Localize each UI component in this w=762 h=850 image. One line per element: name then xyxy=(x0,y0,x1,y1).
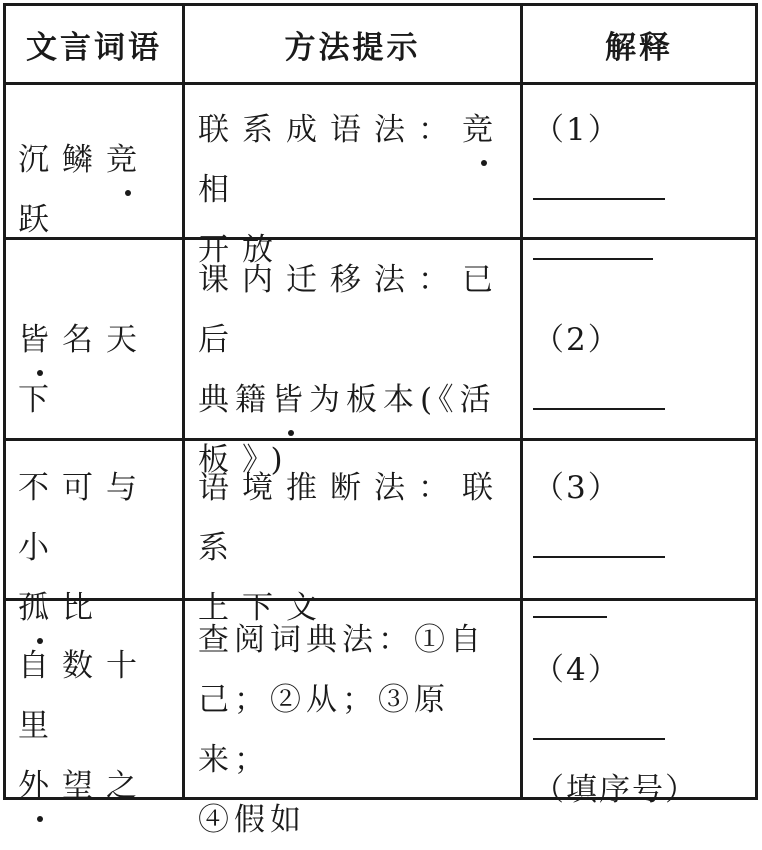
answer-note: （填序号） xyxy=(533,772,698,808)
table-border-left xyxy=(3,3,6,800)
word-text: 名天下 xyxy=(18,322,150,418)
answer-blank-continued[interactable] xyxy=(533,616,607,618)
method-text: 查阅词典法：①自 xyxy=(198,622,486,658)
word-text: 沉鳞 xyxy=(18,142,106,178)
header-method: 方法提示 xyxy=(284,29,421,66)
row3-word xyxy=(18,458,180,638)
emphasized-char: 竞 xyxy=(462,100,506,160)
answer-blank-continued[interactable] xyxy=(533,258,653,260)
word-text: 自数十里 xyxy=(18,648,150,744)
row2-word xyxy=(18,310,180,430)
emphasized-char: 孤 xyxy=(18,578,62,638)
emphasized-char: 皆 xyxy=(272,370,309,430)
answer-number: （1） xyxy=(533,112,621,148)
method-text: 开放 xyxy=(198,232,286,268)
row-divider xyxy=(3,82,758,85)
emphasized-char: 皆 xyxy=(18,310,62,370)
column-divider xyxy=(182,3,185,800)
row4-answer xyxy=(533,640,753,820)
emphasized-char: 竞 xyxy=(106,130,150,190)
method-text: 为板本(《活 xyxy=(309,382,497,418)
word-text: 比 xyxy=(62,590,106,626)
row4-method xyxy=(198,610,518,850)
row2-method xyxy=(198,250,518,490)
answer-number: （2） xyxy=(533,322,621,358)
row4-word xyxy=(18,636,180,816)
method-text: 上下文 xyxy=(198,590,330,626)
answer-number: （3） xyxy=(533,470,621,506)
method-text: 语境推断法：联系 xyxy=(198,470,506,566)
row3-answer xyxy=(533,458,753,638)
answer-blank[interactable] xyxy=(533,556,665,558)
method-text: 己；②从；③原来； xyxy=(198,682,450,778)
answer-blank[interactable] xyxy=(533,408,665,410)
method-text: 课内迁移法：已后 xyxy=(198,262,506,358)
word-text: 望之 xyxy=(62,768,150,804)
method-text: 联系成语法： xyxy=(198,112,462,148)
answer-number: （4） xyxy=(533,652,621,688)
header-word: 文言词语 xyxy=(26,29,162,66)
method-text: 相 xyxy=(198,172,242,208)
method-text: 板》) xyxy=(198,442,296,478)
column-divider xyxy=(520,3,523,800)
row2-answer xyxy=(533,310,753,430)
header-explanation: 解释 xyxy=(605,29,673,66)
table-border-right xyxy=(755,3,758,800)
method-text: 典籍 xyxy=(198,382,272,418)
answer-blank[interactable] xyxy=(533,198,665,200)
row1-word xyxy=(18,130,180,250)
method-text: ④假如 xyxy=(198,802,306,838)
row1-answer xyxy=(533,100,753,280)
word-text: 跃 xyxy=(18,202,62,238)
word-text: 不可与小 xyxy=(18,470,150,566)
answer-blank[interactable] xyxy=(533,738,665,740)
emphasized-char: 外 xyxy=(18,756,62,816)
